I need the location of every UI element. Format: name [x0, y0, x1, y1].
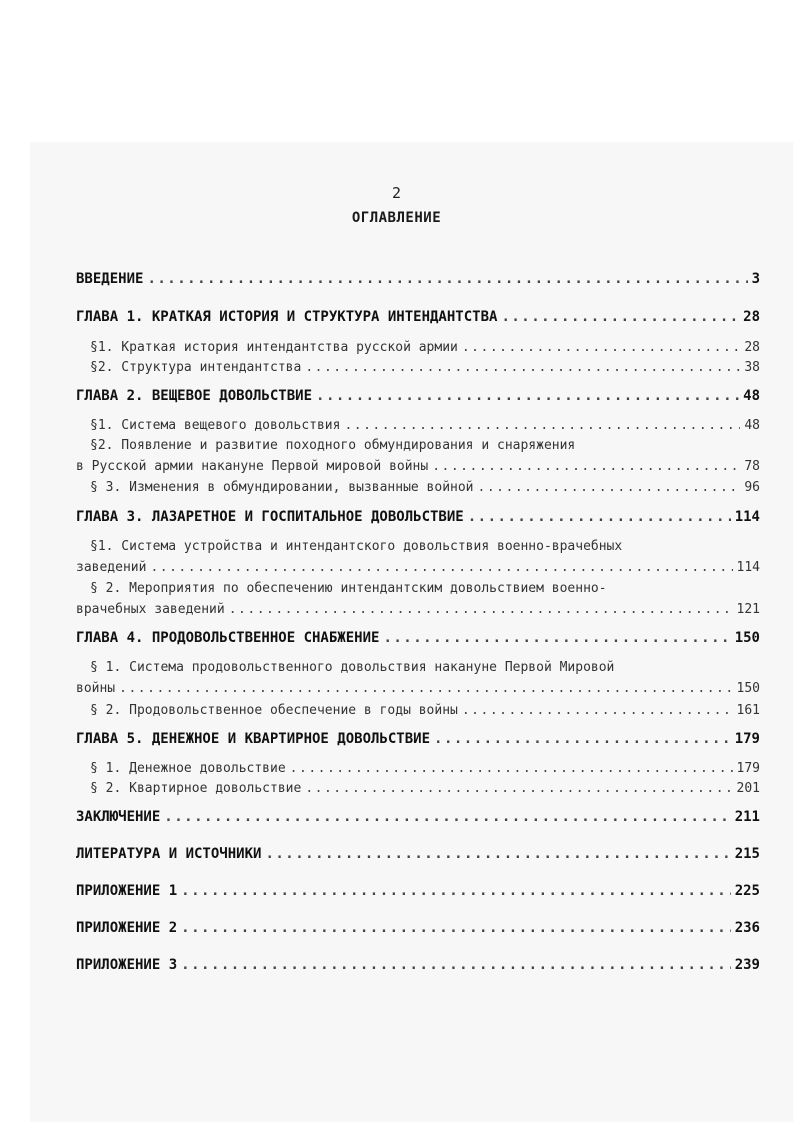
leader-dots [150, 560, 732, 575]
toc-page-number: 239 [734, 957, 760, 973]
toc-page-number: 3 [751, 271, 760, 287]
toc-page-number: 114 [734, 509, 760, 525]
toc-page-number: 179 [734, 731, 760, 747]
toc-entry-chapter-1[interactable] [76, 309, 760, 329]
toc-entry-label: §2. Структура интендантства [90, 360, 302, 375]
toc-entry-label: § 1. Денежное довольствие [90, 761, 286, 776]
toc-entry-label: § 2. Мероприятия по обеспечению интендантским довольствием военно- [90, 581, 607, 596]
toc-entry-label: ПРИЛОЖЕНИЕ 2 [76, 920, 178, 936]
toc-entry-label: ГЛАВА 5. ДЕНЕЖНОЕ И КВАРТИРНОЕ ДОВОЛЬСТВИЕ [76, 731, 431, 747]
toc-entry-label: §1. Краткая история интендантства русской армии [90, 340, 458, 355]
toc-entry-ch2-section-2[interactable] [76, 459, 760, 479]
leader-dots [290, 761, 733, 776]
toc-entry-ch3-section-1-first-line [76, 539, 760, 559]
toc-page-number: 201 [736, 781, 760, 796]
toc-page-number: 236 [734, 920, 760, 936]
leader-dots [468, 509, 731, 525]
toc-page-number: 48 [743, 388, 760, 404]
toc-page-number: 211 [734, 809, 760, 825]
toc-entry-chapter-5[interactable] [76, 731, 760, 751]
leader-dots [147, 271, 747, 287]
leader-dots [265, 846, 730, 862]
leader-dots [229, 602, 733, 617]
toc-entry-introduction[interactable] [76, 271, 760, 291]
toc-entry-ch3-section-2-first-line [76, 581, 760, 601]
toc-page-number: 28 [743, 309, 760, 325]
leader-dots [181, 920, 731, 936]
toc-entry-label: ГЛАВА 3. ЛАЗАРЕТНОЕ И ГОСПИТАЛЬНОЕ ДОВОЛЬСТВИЕ [76, 509, 464, 525]
toc-entry-ch1-section-1[interactable] [76, 340, 760, 360]
leader-dots [462, 703, 733, 718]
toc-page-number: 121 [736, 602, 760, 617]
toc-page-number: 150 [734, 630, 760, 646]
leader-dots [119, 681, 732, 696]
toc-entry-ch3-section-1[interactable] [76, 560, 760, 580]
leader-dots [501, 309, 739, 325]
toc-page-number: 225 [734, 883, 760, 899]
leader-dots [462, 340, 740, 355]
leader-dots [383, 630, 730, 646]
toc-entry-ch2-section-1[interactable] [76, 418, 760, 438]
leader-dots [478, 480, 741, 495]
toc-page-number: 96 [744, 480, 760, 495]
leader-dots [305, 781, 732, 796]
toc-entry-ch1-section-2[interactable] [76, 360, 760, 380]
leader-dots [316, 388, 739, 404]
toc-entry-ch5-section-2[interactable] [76, 781, 760, 801]
toc-entry-label: ГЛАВА 4. ПРОДОВОЛЬСТВЕННОЕ СНАБЖЕНИЕ [76, 630, 380, 646]
toc-entry-ch4-section-2[interactable] [76, 703, 760, 723]
toc-entry-chapter-2[interactable] [76, 388, 760, 408]
toc-entry-appendix-2[interactable] [76, 920, 760, 940]
leader-dots [432, 459, 740, 474]
toc-entry-ch4-section-1[interactable] [76, 681, 760, 701]
toc-entry-label: войны [76, 681, 116, 696]
toc-entry-label: заведений [76, 560, 147, 575]
toc-entry-ch5-section-1[interactable] [76, 761, 760, 781]
toc-entry-label: §1. Система вещевого довольствия [90, 418, 341, 433]
page-title: ОГЛАВЛЕНИЕ [351, 210, 442, 226]
toc-entry-literature[interactable] [76, 846, 760, 866]
toc-entry-label: §2. Появление и развитие походного обмундирования и снаряжения [90, 438, 576, 453]
toc-entry-chapter-3[interactable] [76, 509, 760, 529]
toc-entry-label: ПРИЛОЖЕНИЕ 3 [76, 957, 178, 973]
toc-entry-label: ЗАКЛЮЧЕНИЕ [76, 809, 161, 825]
leader-dots [181, 883, 731, 899]
leader-dots [181, 957, 731, 973]
toc-page-number: 78 [744, 459, 760, 474]
toc-entry-label: в Русской армии накануне Первой мировой войны [76, 459, 429, 474]
toc-entry-ch2-section-2-first-line [76, 438, 760, 458]
toc-page-number: 179 [736, 761, 760, 776]
toc-entry-ch4-section-1-first-line [76, 660, 760, 680]
toc-entry-label: § 1. Система продовольственного довольствия накануне Первой Мировой [90, 660, 615, 675]
leader-dots [305, 360, 740, 375]
toc-entry-appendix-1[interactable] [76, 883, 760, 903]
toc-entry-label: § 2. Продовольственное обеспечение в годы войны [90, 703, 458, 718]
toc-entry-label: ГЛАВА 1. КРАТКАЯ ИСТОРИЯ И СТРУКТУРА ИНТЕНДАНТСТВА [76, 309, 498, 325]
toc-page-number: 150 [736, 681, 760, 696]
toc-page-number: 28 [744, 340, 760, 355]
leader-dots [344, 418, 740, 433]
toc-entry-appendix-3[interactable] [76, 957, 760, 977]
toc-page-number: 38 [744, 360, 760, 375]
toc-entry-label: врачебных заведений [76, 602, 225, 617]
leader-dots [434, 731, 731, 747]
toc-entry-conclusion[interactable] [76, 809, 760, 829]
toc-page-number: 161 [736, 703, 760, 718]
toc-entry-label: ГЛАВА 2. ВЕЩЕВОЕ ДОВОЛЬСТВИЕ [76, 388, 313, 404]
page-number: 2 [391, 184, 402, 202]
toc-entry-label: ВВЕДЕНИЕ [76, 271, 144, 287]
toc-entry-ch2-section-3[interactable] [76, 480, 760, 500]
toc-entry-label: ПРИЛОЖЕНИЕ 1 [76, 883, 178, 899]
toc-page-number: 48 [744, 418, 760, 433]
leader-dots [164, 809, 730, 825]
toc-page-number: 215 [734, 846, 760, 862]
toc-entry-label: § 3. Изменения в обмундировании, вызванные войной [90, 480, 474, 495]
toc-entry-label: § 2. Квартирное довольствие [90, 781, 302, 796]
toc-entry-label: ЛИТЕРАТУРА И ИСТОЧНИКИ [76, 846, 262, 862]
toc-entry-label: §1. Система устройства и интендантского довольствия военно-врачебных [90, 539, 623, 554]
toc-entry-ch3-section-2[interactable] [76, 602, 760, 622]
toc-page-number: 114 [736, 560, 760, 575]
toc-entry-chapter-4[interactable] [76, 630, 760, 650]
